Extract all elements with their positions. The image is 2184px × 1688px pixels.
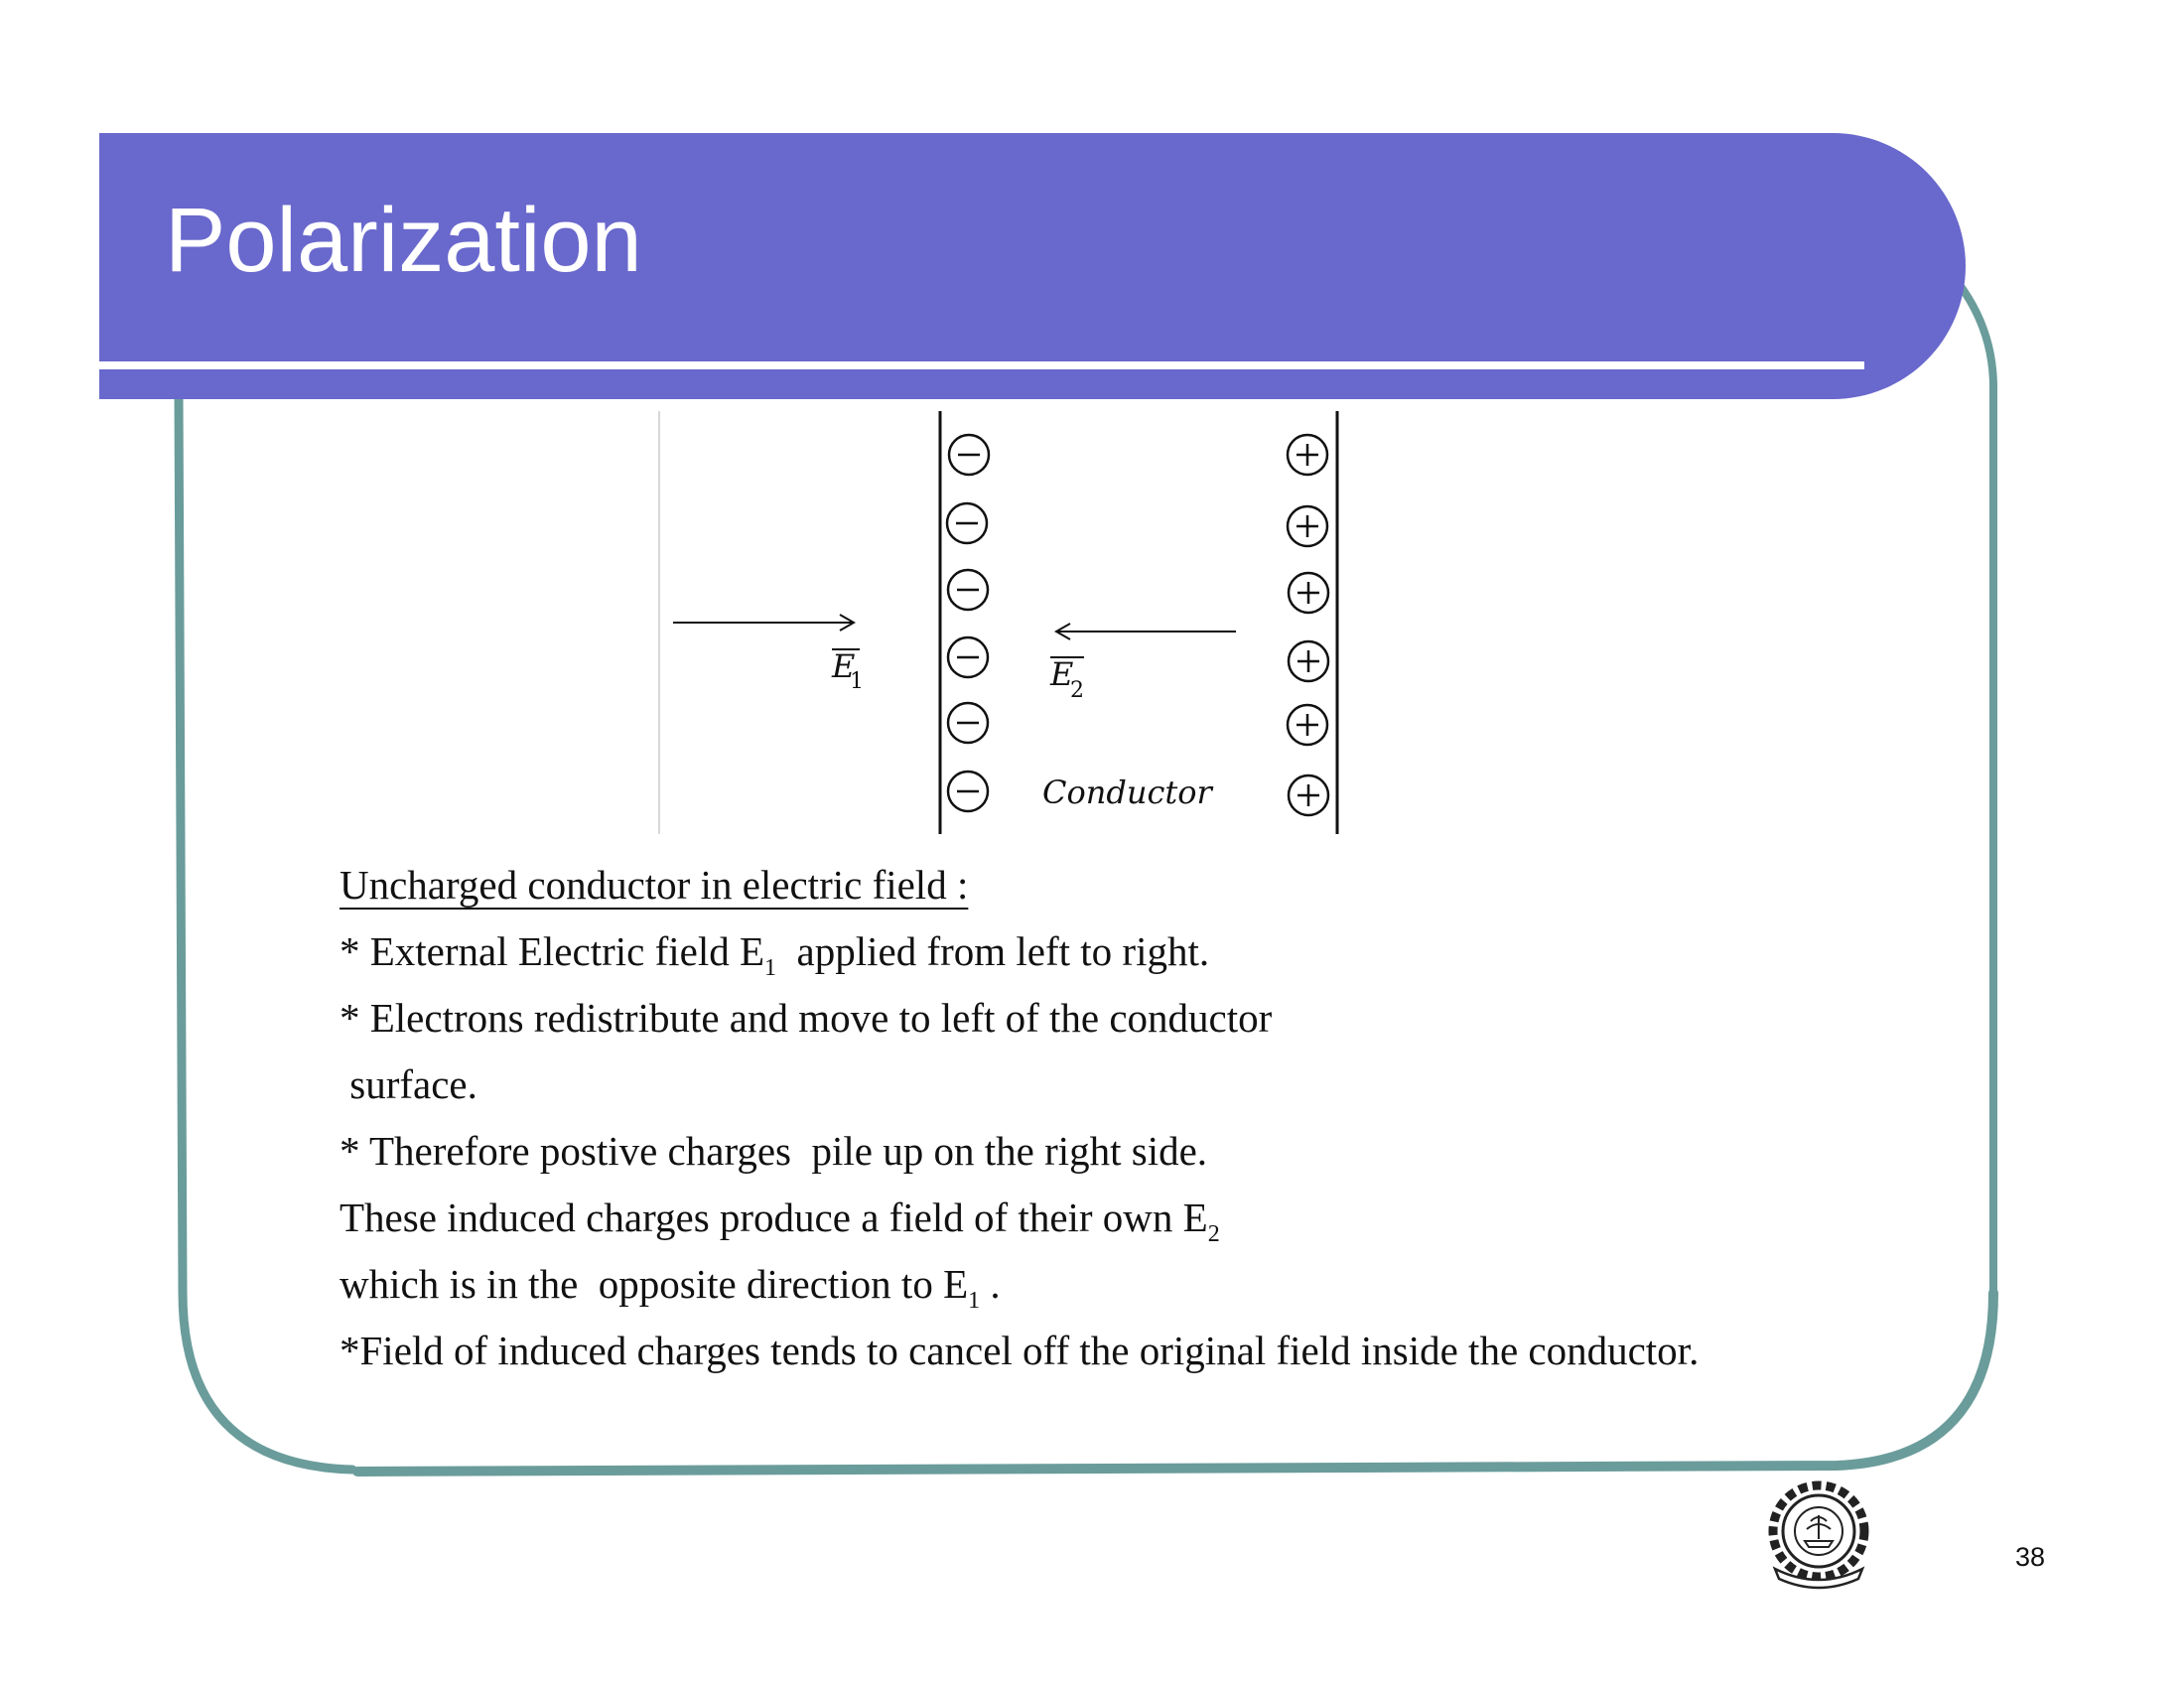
- positive-charge: [1289, 573, 1328, 613]
- field-e2-arrow: [1056, 624, 1236, 639]
- body-line-6-sub: 1: [968, 1288, 981, 1314]
- e1-label-sub: 1: [850, 669, 864, 694]
- positive-charge: [1289, 641, 1328, 681]
- e2-label-sub: 2: [1070, 678, 1084, 703]
- negative-charges: [947, 435, 989, 811]
- body-line-2: * Electrons redistribute and move to left of the conductor: [340, 995, 1273, 1041]
- body-line-6-text: which is in the opposite direction to E: [340, 1261, 969, 1307]
- institute-emblem-icon: [1759, 1474, 1878, 1593]
- body-text: [340, 852, 1868, 1384]
- body-heading-line: [340, 852, 1868, 918]
- page-number: 38: [2015, 1542, 2046, 1572]
- conductor-label: Conductor: [1042, 774, 1212, 811]
- body-line-5: [340, 1185, 1868, 1251]
- negative-charge: [948, 703, 988, 743]
- body-line-1-sub: 1: [764, 955, 777, 981]
- positive-charge: [1288, 506, 1327, 546]
- body-line-1-rest: applied from left to right.: [776, 928, 1210, 974]
- body-line-6: [340, 1251, 1868, 1318]
- negative-charge: [948, 637, 988, 677]
- body-line-4: * Therefore postive charges pile up on the right side.: [340, 1128, 1208, 1174]
- body-line-7: *Field of induced charges tends to cancel off the original field inside the conductor.: [340, 1328, 1700, 1373]
- e1-label: E: [832, 647, 856, 685]
- body-line-5-text: These induced charges produce a field of their own E: [340, 1195, 1208, 1240]
- body-line-5-sub: 2: [1207, 1221, 1220, 1247]
- conductor-polarization-diagram: [635, 407, 1370, 844]
- positive-charges: [1288, 435, 1328, 815]
- body-line-1: [340, 918, 1868, 985]
- header-rule: [99, 361, 1864, 369]
- body-heading: Uncharged conductor in electric field :: [340, 862, 969, 908]
- field-e1-arrow: [673, 615, 854, 631]
- negative-charge: [947, 503, 987, 543]
- page-title: Polarization: [165, 190, 642, 291]
- body-line-6-rest: .: [980, 1261, 1001, 1307]
- body-line-1-text: * External Electric field E: [340, 928, 765, 974]
- negative-charge: [948, 772, 988, 811]
- e2-label: E: [1050, 655, 1074, 693]
- negative-charge: [949, 435, 989, 475]
- positive-charge: [1288, 435, 1327, 475]
- positive-charge: [1289, 775, 1328, 815]
- body-line-3: surface.: [340, 1061, 478, 1107]
- negative-charge: [948, 570, 988, 610]
- positive-charge: [1288, 705, 1327, 745]
